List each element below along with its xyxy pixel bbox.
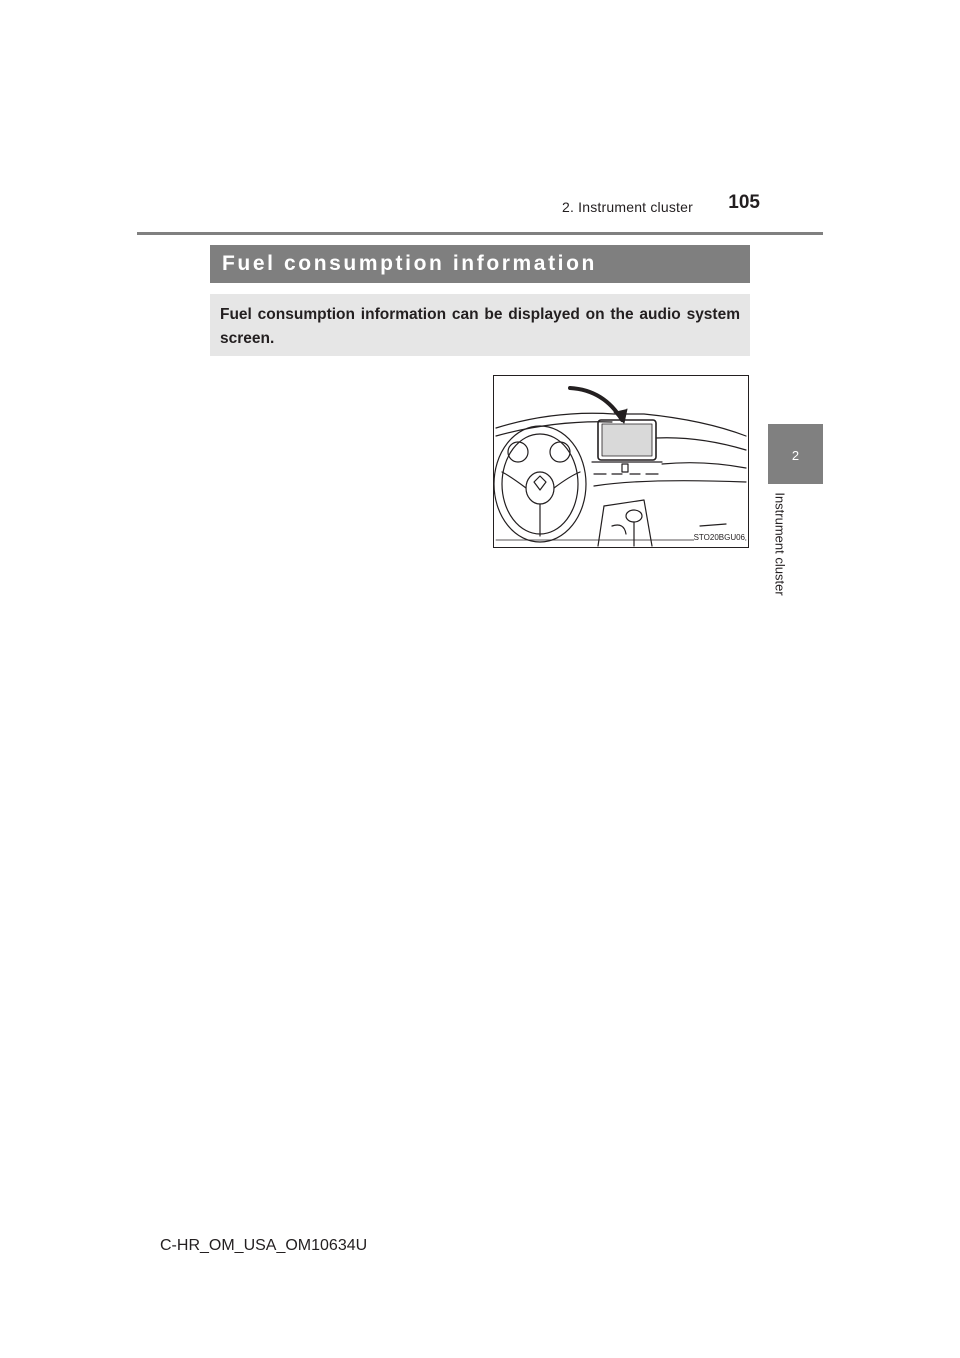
section-title-bar	[210, 245, 750, 283]
intro-text: Fuel consumption information can be displayed on the audio system screen.	[220, 306, 740, 347]
intro-box	[210, 294, 750, 356]
footer-document-code: C-HR_OM_USA_OM10634U	[160, 1237, 368, 1254]
chapter-tab	[768, 424, 823, 484]
dashboard-illustration	[493, 375, 749, 548]
header-divider	[137, 232, 823, 235]
section-title: Fuel consumption information	[222, 252, 597, 275]
chapter-tab-label: Instrument cluster	[772, 492, 788, 596]
header-section-title: 2. Instrument cluster	[561, 199, 693, 215]
dashboard-audio-screen-icon	[494, 376, 748, 547]
page-number: 105	[728, 192, 760, 213]
chapter-tab-number: 2	[791, 448, 800, 463]
illustration-code: STO20BGU06	[693, 533, 745, 542]
